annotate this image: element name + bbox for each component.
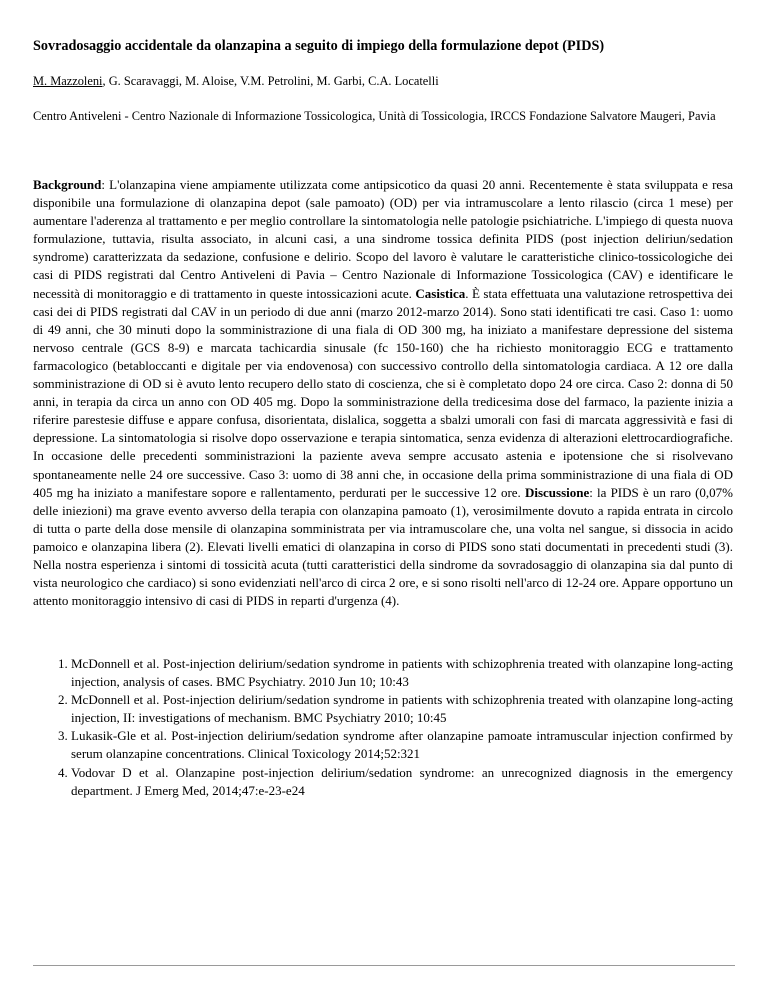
paper-title: Sovradosaggio accidentale da olanzapina a seguito di impiego della formulazione depot (PIDS) [33,38,605,54]
abstract-body [33,176,733,610]
reference-item: 3. Lukasik-Gle et al. Post-injection delirium/sedation syndrome after olanzapine pamoate intramuscular injection confirmed by serum olanzapine concentrations. Clinical Toxicology 2014;52:321 [71,727,733,763]
reference-item: 1. McDonnell et al. Post-injection delirium/sedation syndrome in patients with schizophrenia treated with olanzapine long-acting injection, analysis of cases. BMC Psychiatry. 2010 Jun 10; 10:43 [71,655,733,691]
discussione-heading: Discussione [524,484,590,500]
background-text: : L'olanzapina viene ampiamente utilizzata come antipsicotico da quasi 20 anni. Recentemente è stata sviluppata e resa disponibile una formulazione di olanzapina depot (sale pamoato) (OD) per via intramuscolare a lento rilascio (circa 1 mese) per aumentare l'aderenza al trattamento e per meglio controllare la sintomatologia nelle patologie psichiatriche. L'impiego di questa nuova formulazione, tuttavia, risulta associato, in alcuni casi, a una sindrome tossica definita PIDS (post injection deliriun/sedation syndrome) caratterizzata da sedazione, confusione e delirio. Scopo del lavoro è valutare le caratteristiche clinico-tossicologiche dei casi di PIDS registrati dal Centro Antiveleni di Pavia – Centro Nazionale di Informazione Tossicologica (CAV) e identificare le necessità di monitoraggio e di trattamento in queste intossicazioni acute. [33,177,733,301]
reference-list [33,655,733,800]
background-heading: Background [33,177,102,192]
footer-divider [33,965,735,966]
author-list [33,73,733,89]
reference-item: 4. Vodovar D et al. Olanzapine post-injection delirium/sedation syndrome: an unrecognized diagnosis in the emergency department. J Emerg Med, 2014;47:e-23-e24 [71,764,733,800]
affiliation: Centro Antiveleni - Centro Nazionale di Informazione Tossicologica, Unità di Tossicologia, IRCCS Fondazione Salvatore Maugeri, Pavia [33,109,716,123]
casistica-text: . È stata effettuata una valutazione retrospettiva dei casi dei di PIDS registrati dal CAV in un periodo di due anni (marzo 2012-marzo 2014). Sono stati identificati tre casi. Caso 1: uomo di 49 anni, che 30 minuti dopo la somministrazione di una fiala di OD 300 mg, ha iniziato a manifestare depressione del sistema nervoso centrale (GCS 8-9) e marcata tachicardia sinusale (fc 150-160) che ha richiesto monitoraggio ECG e trattamento farmacologico (betabloccanti e digitale per via endovenosa) con successivo controllo della sintomatologia cardiaca. A 12 ore dalla somministrazione di OD si è avuto lento recupero dello stato di coscienza, che si è completato dopo 24 ore circa. Caso 2: donna di 50 anni, in terapia da circa un anno con OD 405 mg. Dopo la somministrazione della tredicesima dose del farmaco, la paziente inizia a riferire parestesie diffuse e appare confusa, disorientata, dislalica, soggetta a sbalzi umorali con fasi di marcata aggressività e fasi di depressione. La sintomatologia si risolve dopo osservazione e terapia sintomatica, senza evidenza di alterazioni elettrocardiografiche. In occasione delle precedenti somministrazioni la paziente aveva sempre accusato astenia e ipotensione che si risolvevano spontaneamente nelle 24 ore successive. Caso 3: uomo di 38 anni che, in occasione della prima somministrazione di una fiala di OD 405 mg ha iniziato a manifestare sopore e rallentamento, perdurati per le successive 12 ore. [33,285,733,500]
discussione-text: : la PIDS è un raro (0,07% delle iniezioni) ma grave evento avverso della terapia con olanzapina pamoato (1), verosimilmente dovuto a rapida entrata in circolo di tutta o parte della dose mensile di olanzapina somministrata per via intramuscolare che, una volta nel sangue, si dissocia in acido pamoico e olanzapina libera (2). Elevati livelli ematici di olanzapina in corso di PIDS sono stati documentati in precedenti studi (3). Nella nostra esperienza i sintomi di tossicità acuta (tutti caratteristici della sindrome da sovradosaggio di olanzapina sia dal punto di vista neurologico che cardiaco) si sono evidenziati nell'arco di circa 2 ore, e si sono risolti nell'arco di 12-24 ore. Appare opportuno un attento monitoraggio intensivo di casi di PIDS in reparti d'urgenza (4). [33,484,734,609]
presenting-author: M. Mazzoleni [33,74,103,88]
casistica-heading: Casistica [415,285,466,301]
reference-item: 2. McDonnell et al. Post-injection delirium/sedation syndrome in patients with schizophrenia treated with olanzapine long-acting injection, II: investigations of mechanism. BMC Psychiatry 2010; 10:45 [71,691,733,727]
co-authors: , G. Scaravaggi, M. Aloise, V.M. Petrolini, M. Garbi, C.A. Locatelli [102,74,439,88]
